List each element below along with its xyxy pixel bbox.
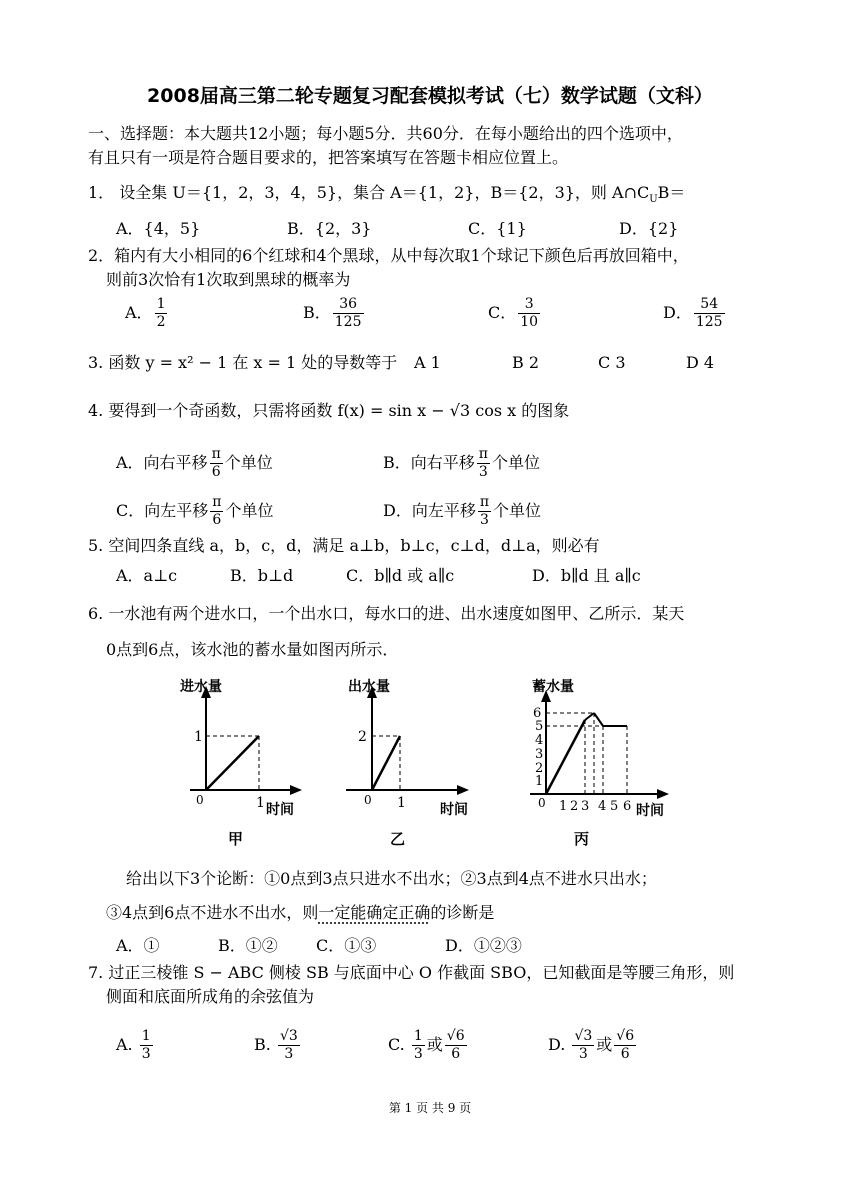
- q4-option-c: C．向左平移 $\frac{\pi}{6}$ 个单位: [116, 494, 274, 528]
- section-header-line1: 一、选择题：本大题共12小题；每小题5分．共60分．在每小题给出的四个选项中，: [88, 124, 683, 143]
- graph-bing-ytick-2: 2: [535, 761, 544, 776]
- graph-yi-xlabel: 时间: [440, 802, 468, 818]
- q4-option-b: B．向右平移 $\frac{\pi}{3}$ 个单位: [383, 446, 540, 480]
- q2-option-a: A． $\frac{1}{2}$: [125, 296, 166, 330]
- q3-option-b: B 2: [512, 353, 540, 372]
- q6-option-a: A．①: [116, 936, 160, 955]
- q3-option-a: A 1: [414, 353, 441, 372]
- q7-option-c: C. $\frac{1}{3}$ 或 $\frac{√6}{6}$: [388, 1028, 465, 1062]
- graph-bing-xtick-4: 4: [598, 799, 607, 814]
- q5-option-d: D．b∥d 且 a∥c: [532, 566, 641, 585]
- graph-bing-xtick-1: 1: [559, 799, 568, 814]
- graph-bing-xtick-6: 6: [623, 799, 632, 814]
- graph-yi: [340, 672, 490, 850]
- graph-bing-xlabel: 时间: [636, 803, 664, 819]
- graph-bing-ylabel: 蓄水量: [532, 679, 574, 695]
- graph-bing-ytick-4: 4: [535, 733, 544, 748]
- q7-option-d: D. $\frac{√3}{3}$ 或 $\frac{√6}{6}$: [548, 1028, 635, 1062]
- graph-bing-origin: 0: [538, 796, 546, 810]
- q4-option-d: D．向左平移 $\frac{\pi}{3}$ 个单位: [383, 494, 542, 528]
- graph-jia: [170, 672, 310, 850]
- graph-bing-ytick-3: 3: [535, 747, 544, 762]
- q2-stem-line1: 2．箱内有大小相同的6个红球和4个黑球，从中每次取1个球记下颜色后再放回箱中，: [88, 246, 689, 265]
- q4-option-a: A．向右平移 $\frac{\pi}{6}$ 个单位: [116, 446, 273, 480]
- q6-option-b: B．①②: [218, 936, 278, 955]
- q5-option-b: B．b⊥d: [230, 566, 294, 585]
- q7-stem-line1: 7. 过正三棱锥 S − ABC 侧棱 SB 与底面中心 O 作截面 SBO，已知截面是等腰三角形，则: [88, 963, 735, 982]
- graph-yi-ytick: 2: [358, 729, 367, 745]
- graph-bing-caption: 丙: [574, 830, 590, 848]
- graph-yi-xtick: 1: [397, 795, 406, 811]
- graph-jia-xtick: 1: [256, 795, 265, 811]
- q2-option-b: B． $\frac{36}{125}$: [303, 296, 362, 330]
- q2-option-d: D． $\frac{54}{125}$: [663, 296, 723, 330]
- graph-yi-caption: 乙: [390, 830, 406, 848]
- graph-jia-origin: 0: [196, 793, 204, 807]
- graph-yi-ylabel: 出水量: [348, 679, 390, 695]
- graph-jia-caption: 甲: [228, 830, 244, 848]
- q5-option-c: C．b∥d 或 a∥c: [346, 566, 455, 585]
- page-footer: 第 1 页 共 9 页: [388, 1101, 472, 1115]
- q6-judgement-line1: 给出以下3个论断：①0点到3点只进水不出水；②3点到4点不进水只出水；: [126, 869, 657, 888]
- q5-option-a: A．a⊥c: [116, 566, 178, 585]
- graph-jia-ytick: 1: [194, 729, 203, 745]
- graph-jia-xlabel: 时间: [266, 802, 294, 818]
- q6-stem-line1: 6. 一水池有两个进水口，一个出水口，每水口的进、出水速度如图甲、乙所示．某天: [88, 604, 685, 623]
- graph-bing-ytick-1: 1: [535, 774, 544, 789]
- section-header-line2: 有且只有一项是符合题目要求的，把答案填写在答题卡相应位置上。: [88, 148, 569, 167]
- q1-option-b: B．{2，3}: [287, 219, 372, 238]
- page-title: 2008届高三第二轮专题复习配套模拟考试（七）数学试题（文科）: [147, 85, 713, 107]
- q1-option-d: D．{2}: [619, 219, 679, 238]
- q6-judgement-line2: ③4点到6点不进水不出水，则一定能确定正确的诊断是: [106, 903, 495, 922]
- q2-stem-line2: 则前3次恰有1次取到黑球的概率为: [106, 270, 351, 289]
- graph-bing-xtick-5: 5: [610, 799, 619, 814]
- q7-stem-line2: 侧面和底面所成角的余弦值为: [106, 987, 315, 1006]
- q3-stem: 3. 函数 y = x² − 1 在 x = 1 处的导数等于: [88, 353, 398, 372]
- graph-bing-ytick-5: 5: [535, 719, 544, 734]
- q2-option-c: C． $\frac{3}{10}$: [488, 296, 539, 330]
- graph-bing-xtick-3: 3: [581, 799, 590, 814]
- q1-option-c: C．{1}: [468, 219, 527, 238]
- q6-stem-line2: 0点到6点，该水池的蓄水量如图丙所示．: [106, 640, 399, 659]
- graph-jia-ylabel: 进水量: [180, 679, 222, 695]
- graph-bing: [522, 672, 682, 850]
- q6-option-d: D．①②③: [445, 936, 522, 955]
- graph-bing-xtick-2: 2: [570, 799, 579, 814]
- graph-bing-ytick-6: 6: [533, 706, 542, 721]
- q7-option-a: A. $\frac{1}{3}$: [116, 1028, 151, 1062]
- q1-option-a: A．{4，5}: [116, 219, 201, 238]
- q1-stem: 1． 设全集 U＝{1，2，3，4，5}，集合 A＝{1，2}，B＝{2，3}，则 $A\cap C_UB=$: [88, 183, 686, 206]
- q5-stem: 5. 空间四条直线 a，b，c，d，满足 a⊥b，b⊥c，c⊥d，d⊥a，则必有: [88, 536, 600, 555]
- q4-stem: 4. 要得到一个奇函数，只需将函数 f(x) = sin x − √3 cos x 的图象: [88, 401, 570, 420]
- q6-option-c: C．①③: [316, 936, 377, 955]
- q3-option-d: D 4: [686, 353, 715, 372]
- q3-option-c: C 3: [598, 353, 626, 372]
- q7-option-b: B. $\frac{√3}{3}$: [254, 1028, 298, 1062]
- graph-yi-origin: 0: [364, 793, 372, 807]
